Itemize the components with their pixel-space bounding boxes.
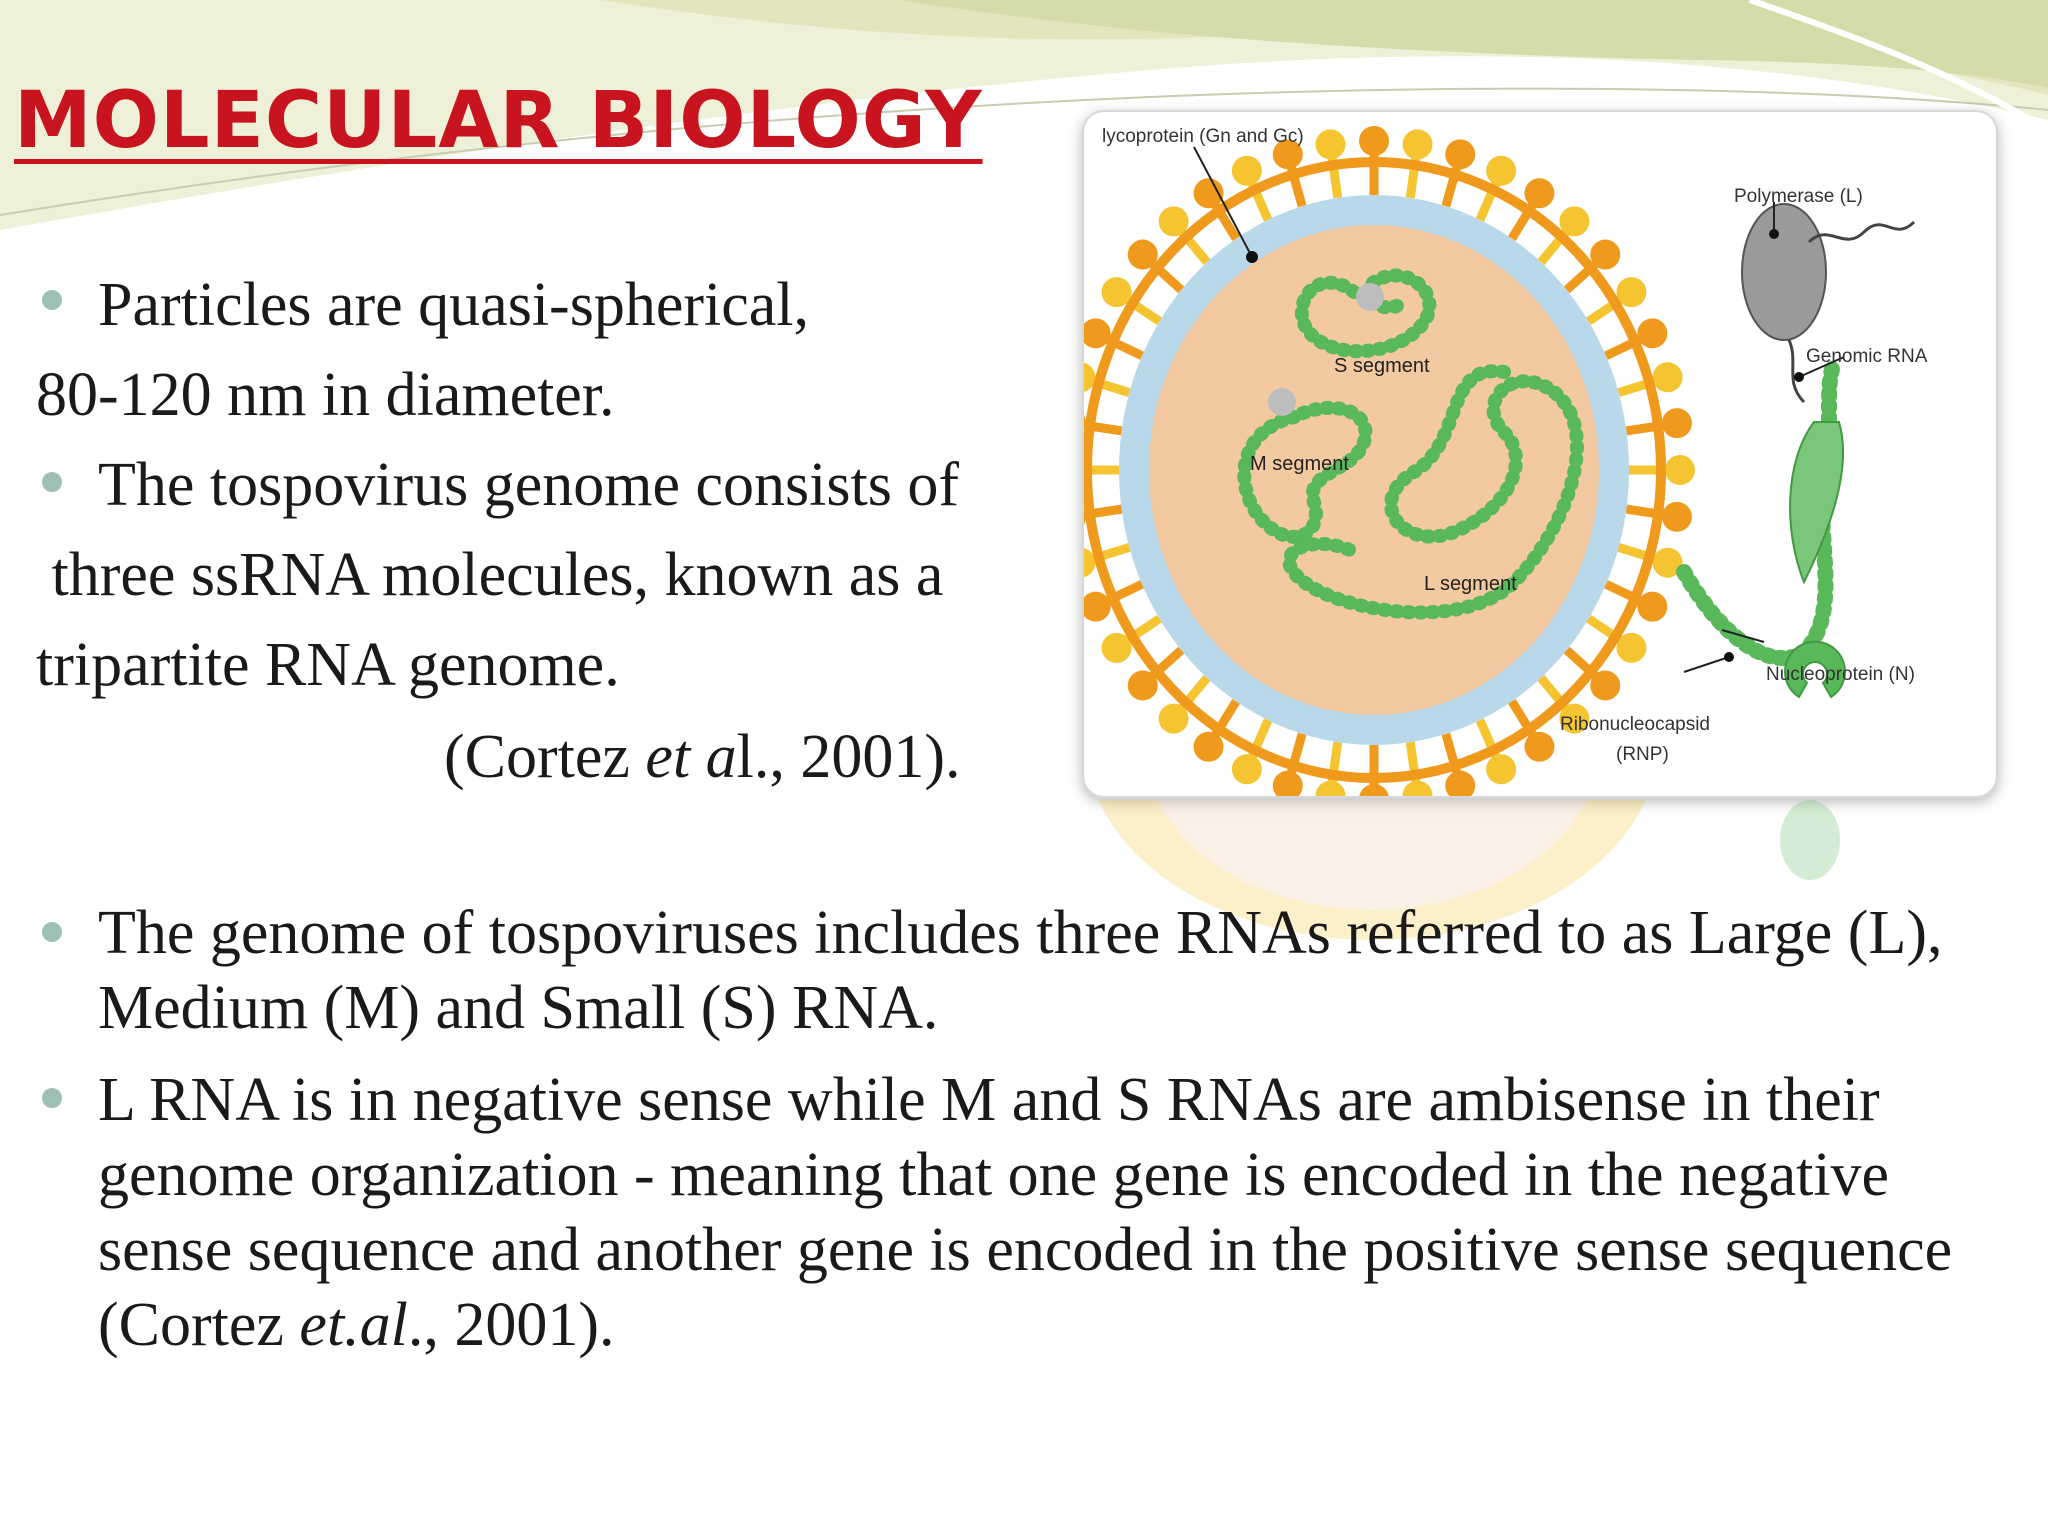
glycoprotein-spike-head bbox=[1159, 206, 1189, 236]
glycoprotein-spike-head bbox=[1102, 277, 1132, 307]
glycoprotein-spike-head bbox=[1359, 126, 1389, 156]
l-segment-label: L segment bbox=[1424, 573, 1517, 595]
bullet-1-line-2: 80-120 nm in diameter. bbox=[36, 361, 615, 429]
glycoprotein-spike-head bbox=[1590, 670, 1620, 700]
rnp-helix bbox=[1790, 422, 1843, 582]
glycoprotein-spike-head bbox=[1194, 732, 1224, 762]
glycoprotein-spike-head bbox=[1653, 362, 1683, 392]
glycoprotein-spike-head bbox=[1403, 129, 1433, 159]
bullet-3-text: The genome of tospoviruses includes three RNAs referred to as Large (L), Medium (M) and Small (S) RNA. bbox=[98, 899, 1943, 1042]
genomic-rna-link bbox=[1789, 340, 1804, 402]
glycoprotein-spike-head bbox=[1128, 670, 1158, 700]
citation-rest: l., 2001). bbox=[736, 723, 961, 791]
glycoprotein-spike-head bbox=[1662, 408, 1692, 438]
glycoprotein-spike-head bbox=[1273, 771, 1303, 796]
glycoprotein-spike-head bbox=[1486, 754, 1516, 784]
genomic-rna-label: Genomic RNA bbox=[1806, 346, 1928, 367]
bullet-2-line-3: tripartite RNA genome. bbox=[36, 631, 620, 699]
polymerase-m bbox=[1268, 388, 1296, 416]
glycoprotein-spike-head bbox=[1524, 732, 1554, 762]
bullet-2-line-1: The tospovirus genome consists of bbox=[98, 451, 960, 519]
glycoprotein-spike-head bbox=[1232, 156, 1262, 186]
glycoprotein-spike-head bbox=[1559, 206, 1589, 236]
genomic-rna-tail bbox=[1809, 222, 1914, 242]
glycoprotein-spike-head bbox=[1315, 129, 1345, 159]
s-segment-label: S segment bbox=[1334, 355, 1430, 377]
citation-open: (Cortez bbox=[444, 723, 646, 791]
rnp-pointer bbox=[1684, 657, 1729, 672]
glycoprotein-spike-head bbox=[1524, 178, 1554, 208]
glycoprotein-spike-head bbox=[1359, 784, 1389, 796]
bullet-marker bbox=[42, 922, 62, 942]
glycoprotein-spike-head bbox=[1403, 781, 1433, 796]
polymerase-label: Polymerase (L) bbox=[1734, 186, 1863, 207]
rnp-label-line1: Ribonucleocapsid bbox=[1560, 714, 1710, 735]
bullet-4-text bbox=[98, 1063, 1998, 1363]
virus-diagram-svg bbox=[1084, 112, 1996, 796]
bullet-4-body: L RNA is in negative sense while M and S RNAs are ambisense in their genome organization - meaning that one gene is encoded in the negative sense sequence and another gene is encoded in the positive sense sequence (Cortez bbox=[98, 1066, 1953, 1359]
glycoprotein-spike-head bbox=[1637, 318, 1667, 348]
citation-et: et bbox=[645, 723, 691, 791]
m-segment-label: M segment bbox=[1250, 453, 1349, 475]
slide-title: MOLECULAR BIOLOGY bbox=[14, 76, 983, 166]
citation-a: a bbox=[705, 723, 737, 791]
polymerase-l-body bbox=[1742, 204, 1826, 340]
glycoprotein-label: lycoprotein (Gn and Gc) bbox=[1102, 126, 1304, 147]
glycoprotein-spike-head bbox=[1637, 592, 1667, 622]
bullet-4-end: ., 2001). bbox=[407, 1291, 615, 1359]
bullet-marker bbox=[42, 290, 62, 310]
glycoprotein-spike-head bbox=[1590, 240, 1620, 270]
nucleoprotein-label: Nucleoprotein (N) bbox=[1766, 664, 1915, 685]
glycoprotein-spike-head bbox=[1616, 277, 1646, 307]
glycoprotein-spike-head bbox=[1159, 704, 1189, 734]
glycoprotein-spike-head bbox=[1128, 240, 1158, 270]
bullet-4-etal: et.al bbox=[299, 1291, 408, 1359]
virus-diagram bbox=[1082, 110, 1998, 798]
glycoprotein-spike-head bbox=[1102, 633, 1132, 663]
bullet-marker bbox=[42, 472, 62, 492]
glycoprotein-spike-head bbox=[1616, 633, 1646, 663]
bullet-2-line-2: three ssRNA molecules, known as a bbox=[36, 541, 944, 609]
glycoprotein-spike-head bbox=[1665, 455, 1695, 485]
glycoprotein-spike-head bbox=[1445, 771, 1475, 796]
citation-space bbox=[690, 723, 706, 791]
bullet-1-line-1: Particles are quasi-spherical, bbox=[98, 271, 809, 339]
glycoprotein-spike-head bbox=[1486, 156, 1516, 186]
glycoprotein-spike-head bbox=[1662, 502, 1692, 532]
citation bbox=[444, 723, 961, 791]
rnp-label-line2: (RNP) bbox=[1616, 744, 1669, 765]
polymerase-s bbox=[1356, 283, 1384, 311]
bullet-marker bbox=[42, 1088, 62, 1108]
glycoprotein-spike-head bbox=[1315, 781, 1345, 796]
glycoprotein-spike-head bbox=[1445, 139, 1475, 169]
glycoprotein-spike-head bbox=[1232, 754, 1262, 784]
